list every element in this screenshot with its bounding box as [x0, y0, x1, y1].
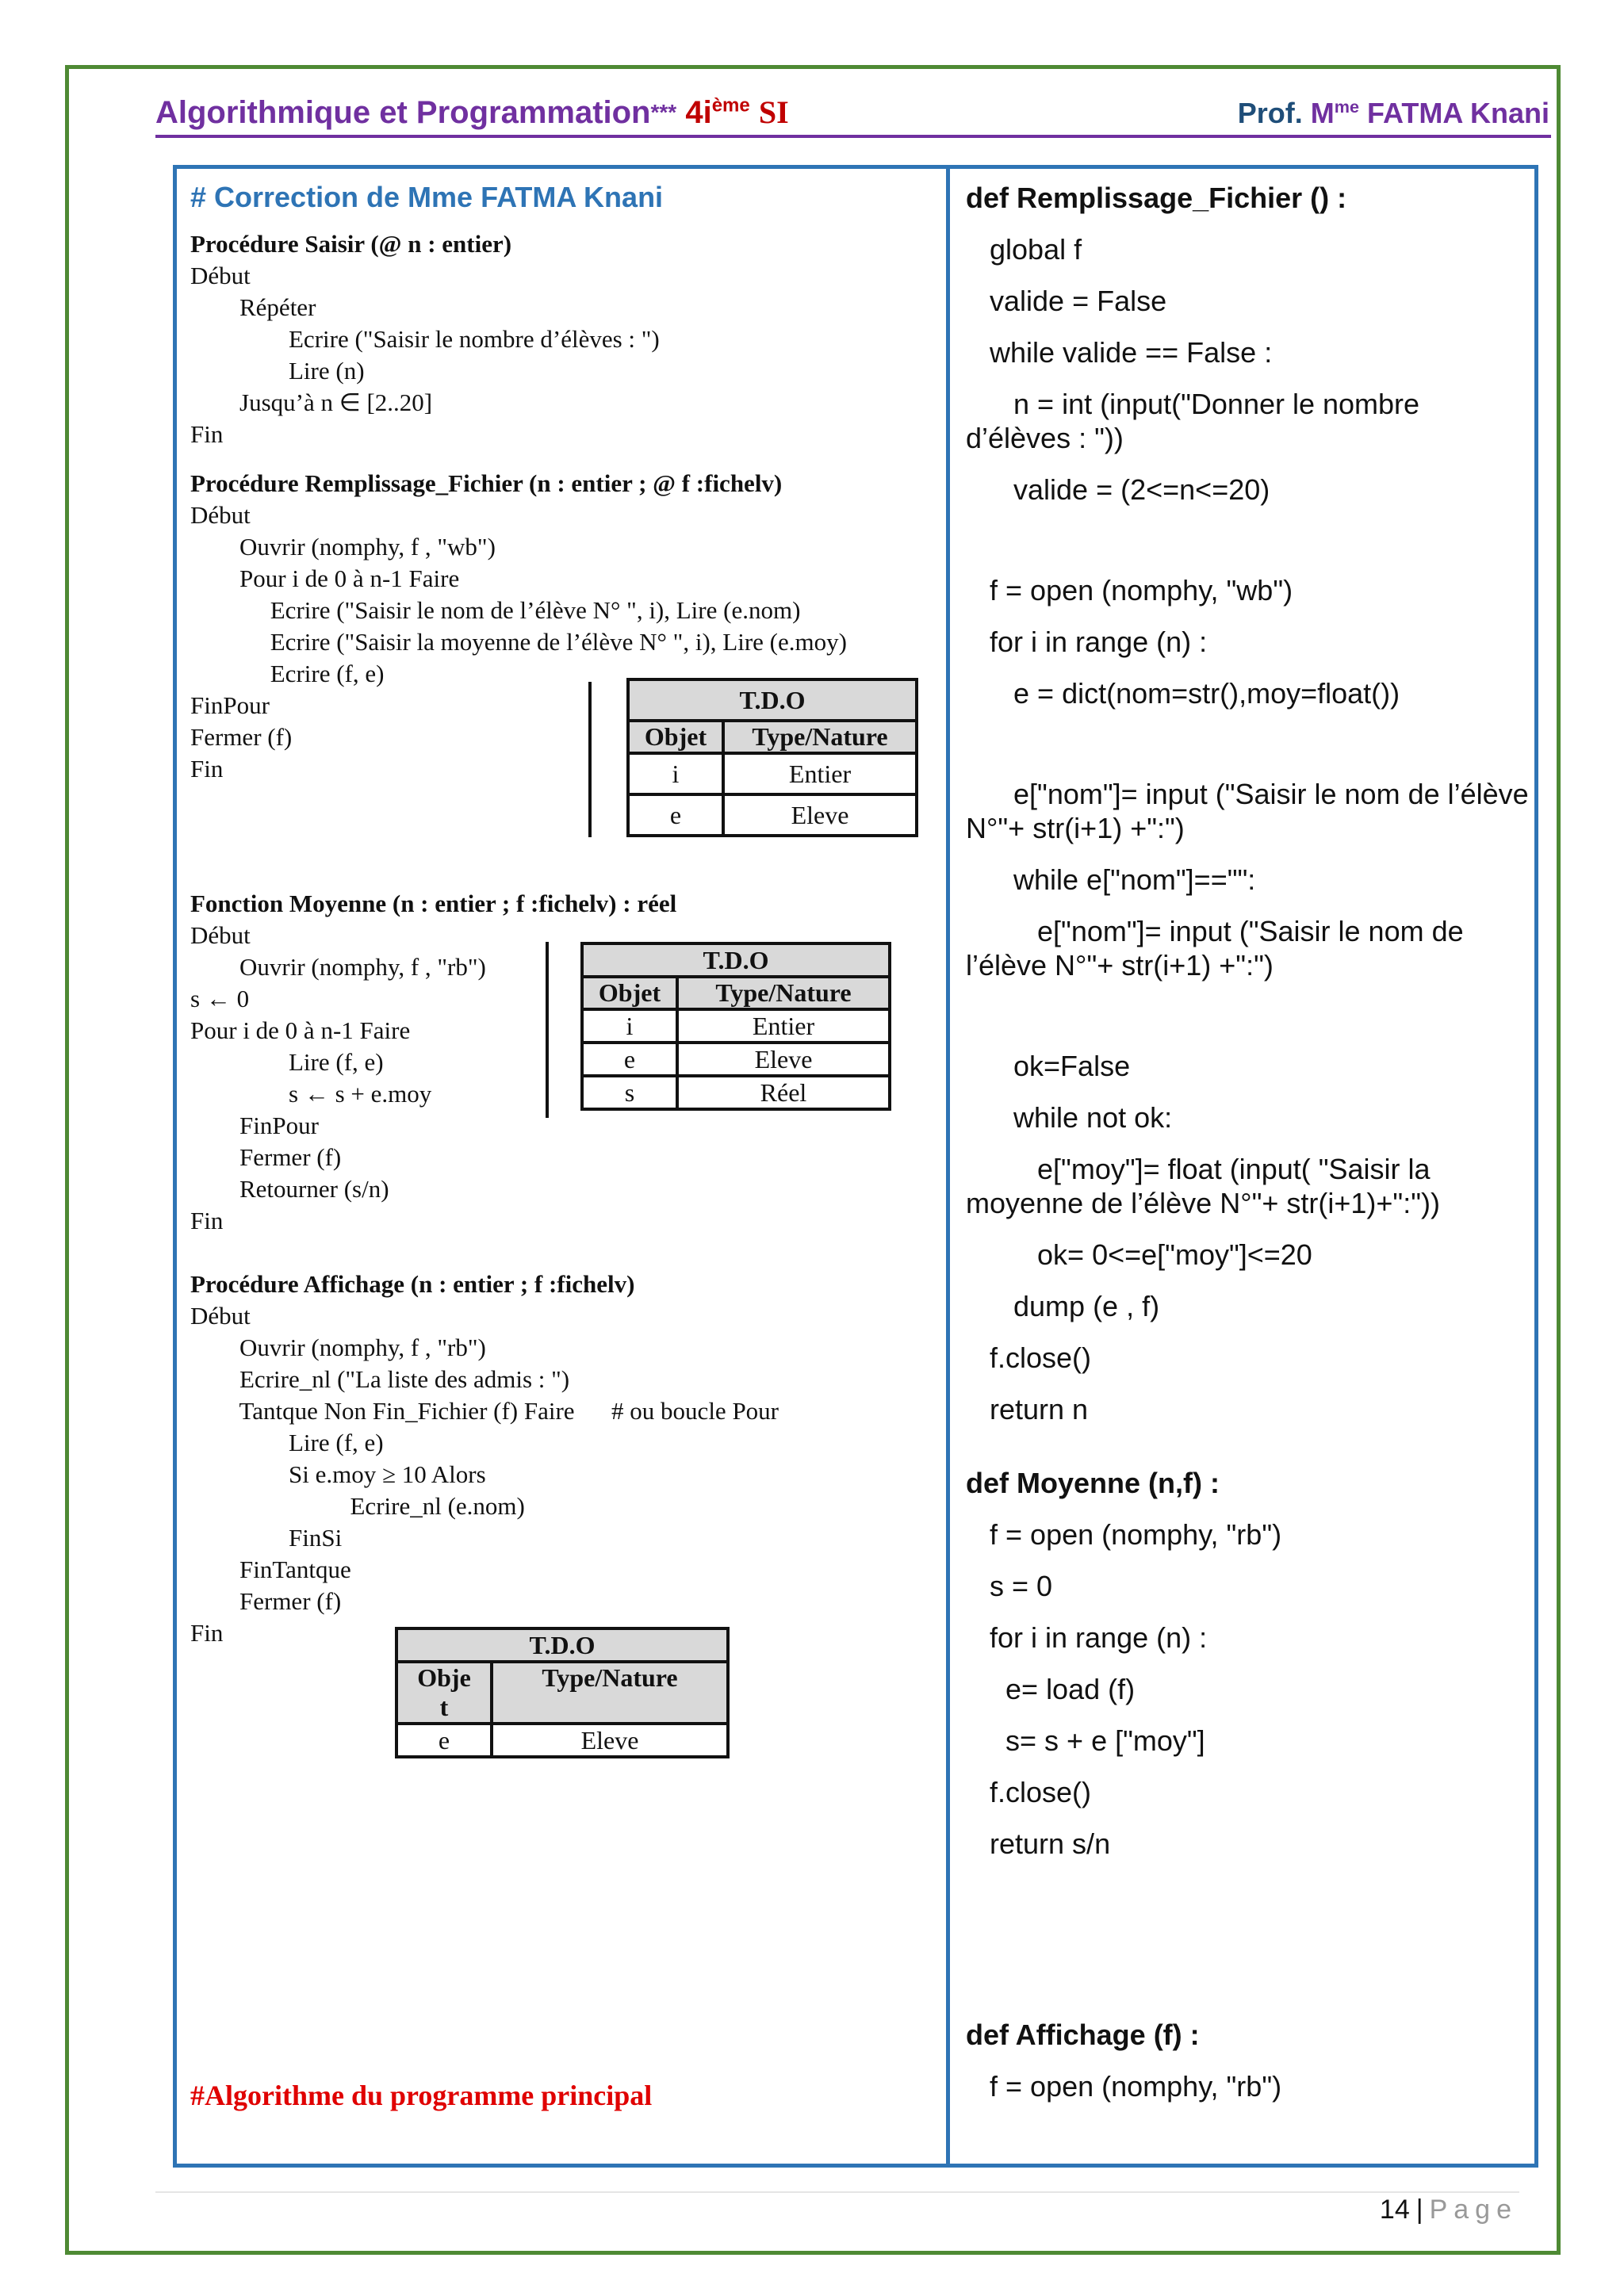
code-line: Lire (f, e)	[190, 1429, 384, 1456]
prof-name: FATMA Knani	[1367, 97, 1549, 129]
code-line: FinTantque	[190, 1556, 351, 1583]
code-heading: Fonction Moyenne (n : entier ; f :fichelv) : réel	[190, 890, 677, 917]
prof-label: Prof.	[1237, 97, 1303, 129]
tdo-title: T.D.O	[628, 679, 917, 721]
tdo-header-type: Type/Nature	[492, 1662, 728, 1724]
code-heading: Procédure Saisir (@ n : entier)	[190, 230, 512, 258]
code-line: Début	[190, 501, 251, 529]
table-row	[582, 1076, 890, 1109]
code-line: f = open (nomphy, "rb")	[966, 2070, 1282, 2103]
code-line: s ← 0	[190, 985, 250, 1012]
code-line: Pour i de 0 à n-1 Faire	[190, 564, 460, 592]
code-line: s ← s + e.moy	[190, 1080, 432, 1108]
code-line: for i in range (n) :	[966, 626, 1208, 658]
tdo-cell-type: Eleve	[492, 1724, 728, 1757]
code-heading: def Affichage (f) :	[966, 2019, 1200, 2051]
code-line: Début	[190, 1302, 251, 1330]
correction-title: # Correction de Mme FATMA Knani	[190, 181, 664, 213]
code-line: Début	[190, 921, 251, 949]
code-line: Si e.moy ≥ 10 Alors	[190, 1460, 486, 1488]
main-algorithm-label: #Algorithme du programme principal	[190, 2080, 653, 2111]
code-line: e["nom"]= input ("Saisir le nom de l’élève N°"+ str(i+1) +":")	[966, 778, 1537, 844]
code-line: global f	[966, 233, 1082, 266]
code-line: FinSi	[190, 1524, 343, 1552]
python-remplissage	[966, 181, 1537, 1426]
title-stars: ***	[650, 100, 677, 124]
code-line: Fermer (f)	[190, 723, 293, 751]
tdo-bracket	[546, 942, 549, 1118]
algorithm-column	[190, 181, 936, 1649]
tdo-header-objet: Objet	[582, 977, 677, 1009]
python-affichage	[966, 2018, 1529, 2103]
algo-affichage	[190, 1269, 936, 1649]
tdo-cell-objet: i	[628, 753, 723, 794]
tdo-cell-type: Réel	[677, 1076, 890, 1109]
tdo-cell-type: Entier	[723, 753, 917, 794]
code-line: Ecrire ("Saisir le nom de l’élève N° ", i), Lire (e.nom)	[190, 596, 801, 624]
code-line: dump (e , f)	[966, 1290, 1160, 1322]
code-line: e["nom"]= input ("Saisir le nom de l’élève N°"+ str(i+1) +":")	[966, 915, 1472, 982]
prof-sup: me	[1334, 97, 1359, 117]
code-line: Retourner (s/n)	[190, 1175, 389, 1203]
python-moyenne	[966, 1466, 1529, 1861]
code-line: ok=False	[966, 1050, 1131, 1082]
code-line: Fin	[190, 420, 224, 448]
code-line: Ouvrir (nomphy, f , "rb")	[190, 1334, 486, 1361]
header-underline	[155, 135, 1551, 138]
code-line: s= s + e ["moy"]	[966, 1724, 1205, 1757]
footer-rule	[155, 2191, 1519, 2193]
code-line: Ecrire (f, e)	[190, 660, 385, 687]
code-line: while e["nom"]=="":	[966, 863, 1256, 896]
code-line: Ouvrir (nomphy, f , "wb")	[190, 533, 496, 561]
code-line: s = 0	[966, 1570, 1053, 1602]
tdo-cell-objet: s	[582, 1076, 677, 1109]
code-line: Ecrire_nl (e.nom)	[190, 1492, 525, 1520]
code-line: Fermer (f)	[190, 1587, 342, 1615]
code-line: e= load (f)	[966, 1673, 1136, 1705]
code-line: Lire (n)	[190, 357, 365, 385]
code-line: e["moy"]= float (input( "Saisir la moyenne de l’élève N°"+ str(i+1)+":"))	[966, 1153, 1440, 1219]
prof-m: M	[1310, 97, 1335, 129]
tdo-cell-type: Eleve	[723, 794, 917, 836]
code-heading: def Remplissage_Fichier () :	[966, 182, 1347, 214]
code-line: e = dict(nom=str(),moy=float())	[966, 677, 1400, 710]
code-line: Ecrire ("Saisir le nombre d’élèves : ")	[190, 325, 660, 353]
course-title: Algorithmique et Programmation	[155, 95, 651, 130]
code-line: Tantque Non Fin_Fichier (f) Faire # ou boucle Pour	[190, 1397, 779, 1425]
code-line: Lire (f, e)	[190, 1048, 384, 1076]
code-line: while valide == False :	[966, 336, 1273, 369]
document-title	[155, 94, 789, 131]
tdo-cell-objet: e	[628, 794, 723, 836]
code-line: f.close()	[966, 1776, 1092, 1808]
code-line: for i in range (n) :	[966, 1621, 1208, 1654]
code-line: Fin	[190, 755, 224, 783]
algo-saisir	[190, 228, 936, 450]
table-row	[582, 1043, 890, 1076]
code-line: valide = False	[966, 285, 1167, 317]
code-line: Pour i de 0 à n-1 Faire	[190, 1016, 411, 1044]
code-line: Jusqu’à n ∈ [2..20]	[190, 388, 433, 416]
tdo-cell-type: Entier	[677, 1009, 890, 1043]
code-line: Fermer (f)	[190, 1143, 342, 1171]
table-row	[396, 1724, 728, 1757]
code-heading: Procédure Remplissage_Fichier (n : entier ; @ f :fichelv)	[190, 469, 783, 497]
code-line: Fin	[190, 1207, 224, 1234]
level-text: 4i	[685, 95, 712, 130]
code-line: Ouvrir (nomphy, f , "rb")	[190, 953, 486, 981]
page-number: 14	[1379, 2195, 1410, 2225]
tdo-cell-objet: i	[582, 1009, 677, 1043]
section-label: SI	[758, 94, 789, 130]
code-line: Fin	[190, 1619, 224, 1647]
page-header	[155, 94, 1549, 140]
level-label	[685, 95, 749, 130]
code-line: while not ok:	[966, 1101, 1173, 1134]
blank-line	[966, 728, 1529, 777]
code-line: ok= 0<=e["moy"]<=20	[966, 1238, 1312, 1271]
tdo-table-remplissage	[626, 678, 918, 837]
code-line: Ecrire ("Saisir la moyenne de l’élève N° ", i), Lire (e.moy)	[190, 628, 847, 656]
table-row	[582, 1009, 890, 1043]
table-row	[628, 794, 917, 836]
code-heading: Procédure Affichage (n : entier ; f :fichelv)	[190, 1270, 635, 1298]
tdo-bracket	[588, 682, 592, 837]
tdo-header-type: Type/Nature	[723, 721, 917, 753]
code-line: return n	[966, 1393, 1089, 1425]
tdo-cell-type: Eleve	[677, 1043, 890, 1076]
page-label: Page	[1429, 2195, 1518, 2225]
tdo-header-objet: Objet	[628, 721, 723, 753]
code-line: Début	[190, 262, 251, 289]
code-line: Répéter	[190, 293, 316, 321]
tdo-table-affichage	[395, 1627, 730, 1758]
code-heading: def Moyenne (n,f) :	[966, 1467, 1220, 1499]
code-line: n = int (input("Donner le nombre d’élèves : "))	[966, 388, 1428, 454]
tdo-header-type: Type/Nature	[677, 977, 890, 1009]
code-line: FinPour	[190, 1112, 319, 1139]
column-divider	[946, 165, 950, 2168]
code-line: f.close()	[966, 1341, 1092, 1374]
code-line: f = open (nomphy, "wb")	[966, 574, 1293, 607]
page-footer	[1380, 2195, 1518, 2225]
blank-line	[966, 524, 1529, 573]
code-line: FinPour	[190, 691, 270, 719]
code-line: valide = (2<=n<=20)	[966, 473, 1270, 506]
code-line: return s/n	[966, 1827, 1111, 1860]
footer-separator: |	[1415, 2195, 1423, 2225]
tdo-title: T.D.O	[396, 1628, 728, 1662]
blank-line	[966, 1000, 1529, 1049]
level-sup: ème	[711, 94, 750, 117]
tdo-header-objet: Obje t	[396, 1662, 492, 1724]
tdo-cell-objet: e	[396, 1724, 492, 1757]
author-label	[1238, 97, 1549, 130]
tdo-table-moyenne	[580, 942, 891, 1111]
tdo-cell-objet: e	[582, 1043, 677, 1076]
table-row	[628, 753, 917, 794]
python-column	[966, 181, 1537, 2121]
code-line: Ecrire_nl ("La liste des admis : ")	[190, 1365, 570, 1393]
code-line: f = open (nomphy, "rb")	[966, 1518, 1282, 1551]
tdo-title: T.D.O	[582, 943, 890, 977]
